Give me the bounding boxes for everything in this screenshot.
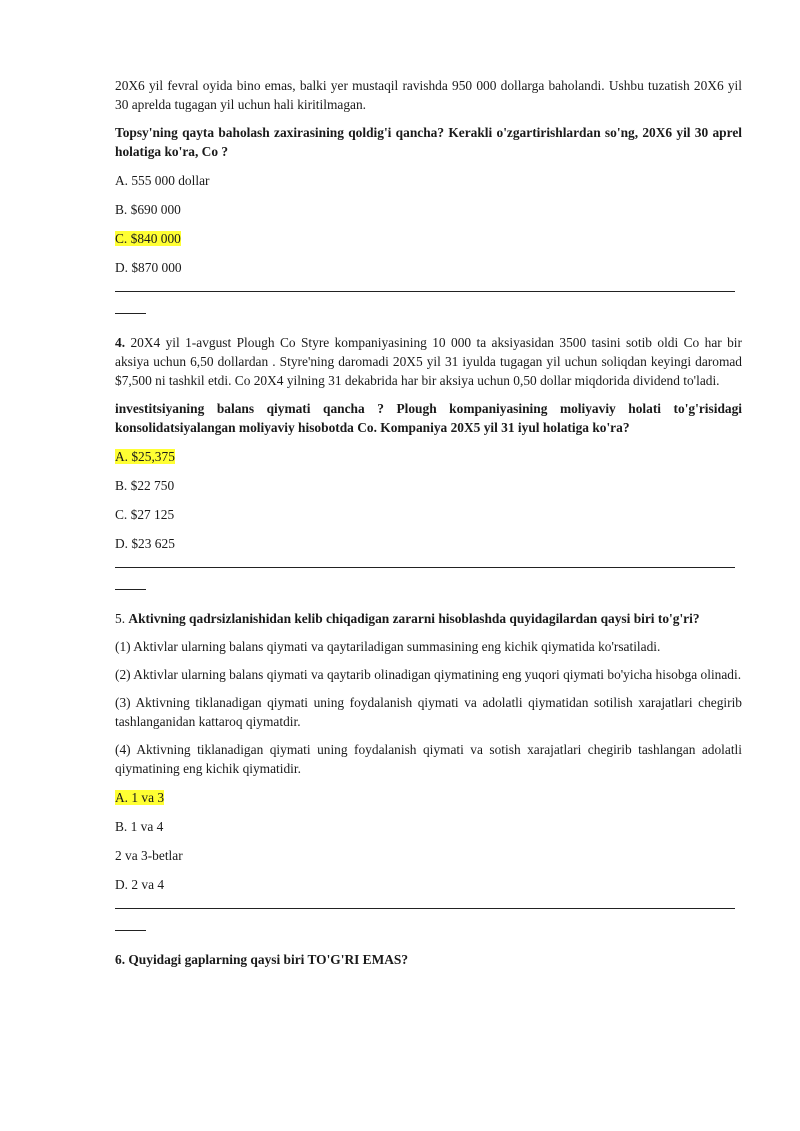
question-5-statement-4: (4) Aktivning tiklanadigan qiymati uning foydalanish qiymati va sotish xarajatlari chegirib tashlangan adolatli qiymatining eng kichik qiymatidir. (115, 742, 742, 776)
question-4 (115, 333, 742, 590)
question-6-prompt: 6. Quyidagi gaplarning qaysi biri TO'G'RI EMAS? (115, 952, 409, 967)
answer-highlight: A. 1 va 3 (115, 790, 165, 805)
question-5-option-a (115, 788, 742, 807)
separator-line (115, 567, 735, 568)
question-5-prompt: 5. Aktivning qadrsizlanishidan kelib chiqadigan zararni hisoblashda quyidagilardan qaysi biri to'g'ri? (115, 611, 700, 626)
question-3-option-d: D. $870 000 (115, 260, 182, 275)
question-3-option-b: B. $690 000 (115, 202, 181, 217)
question-5-statement-3: (3) Aktivning tiklanadigan qiymati uning foydalanish qiymati va adolatli qiymatidan sotilish xarajatlari chegirib tashlanganidan kattaroq qiymatdir. (115, 695, 742, 729)
question-4-number: 4. (115, 335, 126, 350)
question-5 (115, 609, 742, 931)
question-3-prompt: Topsy'ning qayta baholash zaxirasining qoldig'i qancha? Kerakli o'zgartirishlardan so'ng, 20X6 yil 30 aprel holatiga ko'ra, Co ? (115, 125, 742, 159)
question-3-option-a: A. 555 000 dollar (115, 173, 210, 188)
separator-line-tail (115, 930, 146, 931)
answer-highlight: C. $840 000 (115, 231, 181, 246)
separator-line (115, 908, 735, 909)
separator-line-tail (115, 313, 146, 314)
separator-line (115, 291, 735, 292)
question-4-option-b: B. $22 750 (115, 478, 175, 493)
document-page (115, 76, 742, 969)
question-4-prompt: investitsiyaning balans qiymati qancha ? Plough kompaniyasining moliyaviy holati to'g'risidagi konsolidatsiyalangan moliyaviy hisobotda Co. Kompaniya 20X5 yil 31 iyul holatiga ko'ra? (115, 401, 742, 435)
question-5-option-b: B. 1 va 4 (115, 819, 164, 834)
question-4-intro: 4. 20X4 yil 1-avgust Plough Co Styre kompaniyasining 10 000 ta aksiyasidan 3500 tasini sotib oldi Co har bir aksiya uchun 6,50 dollardan . Styre'ning daromadi 20X5 yil 31 iyulda tugagan yil uchun soliqdan keyingi daromad $7,500 ni tashkil etdi. Co 20X4 yilning 31 dekabrida har bir aksiya uchun 0,50 dollar miqdorida dividend to'ladi. (115, 335, 742, 388)
question-5-statement-2: (2) Aktivlar ularning balans qiymati va qaytarib olinadigan qiymatining eng yuqori qiymati bo'yicha hisobga olinadi. (115, 667, 742, 682)
question-5-statement-1: (1) Aktivlar ularning balans qiymati va qaytariladigan summasining eng kichik qiymatida ko'rsatiladi. (115, 639, 661, 654)
question-3 (115, 76, 742, 314)
question-5-option-c: 2 va 3-betlar (115, 848, 183, 863)
question-3-intro: 20X6 yil fevral oyida bino emas, balki yer mustaqil ravishda 950 000 dollarga baholandi. Ushbu tuzatish 20X6 yil 30 aprelda tugagan yil uchun hali kiritilmagan. (115, 78, 742, 112)
question-5-number: 5. (115, 611, 126, 626)
question-4-option-d: D. $23 625 (115, 536, 175, 551)
question-5-option-d: D. 2 va 4 (115, 877, 165, 892)
question-4-option-a (115, 447, 742, 466)
question-6 (115, 950, 742, 969)
separator-line-tail (115, 589, 146, 590)
question-3-option-c (115, 229, 742, 248)
question-4-option-c: C. $27 125 (115, 507, 175, 522)
answer-highlight: A. $25,375 (115, 449, 175, 464)
